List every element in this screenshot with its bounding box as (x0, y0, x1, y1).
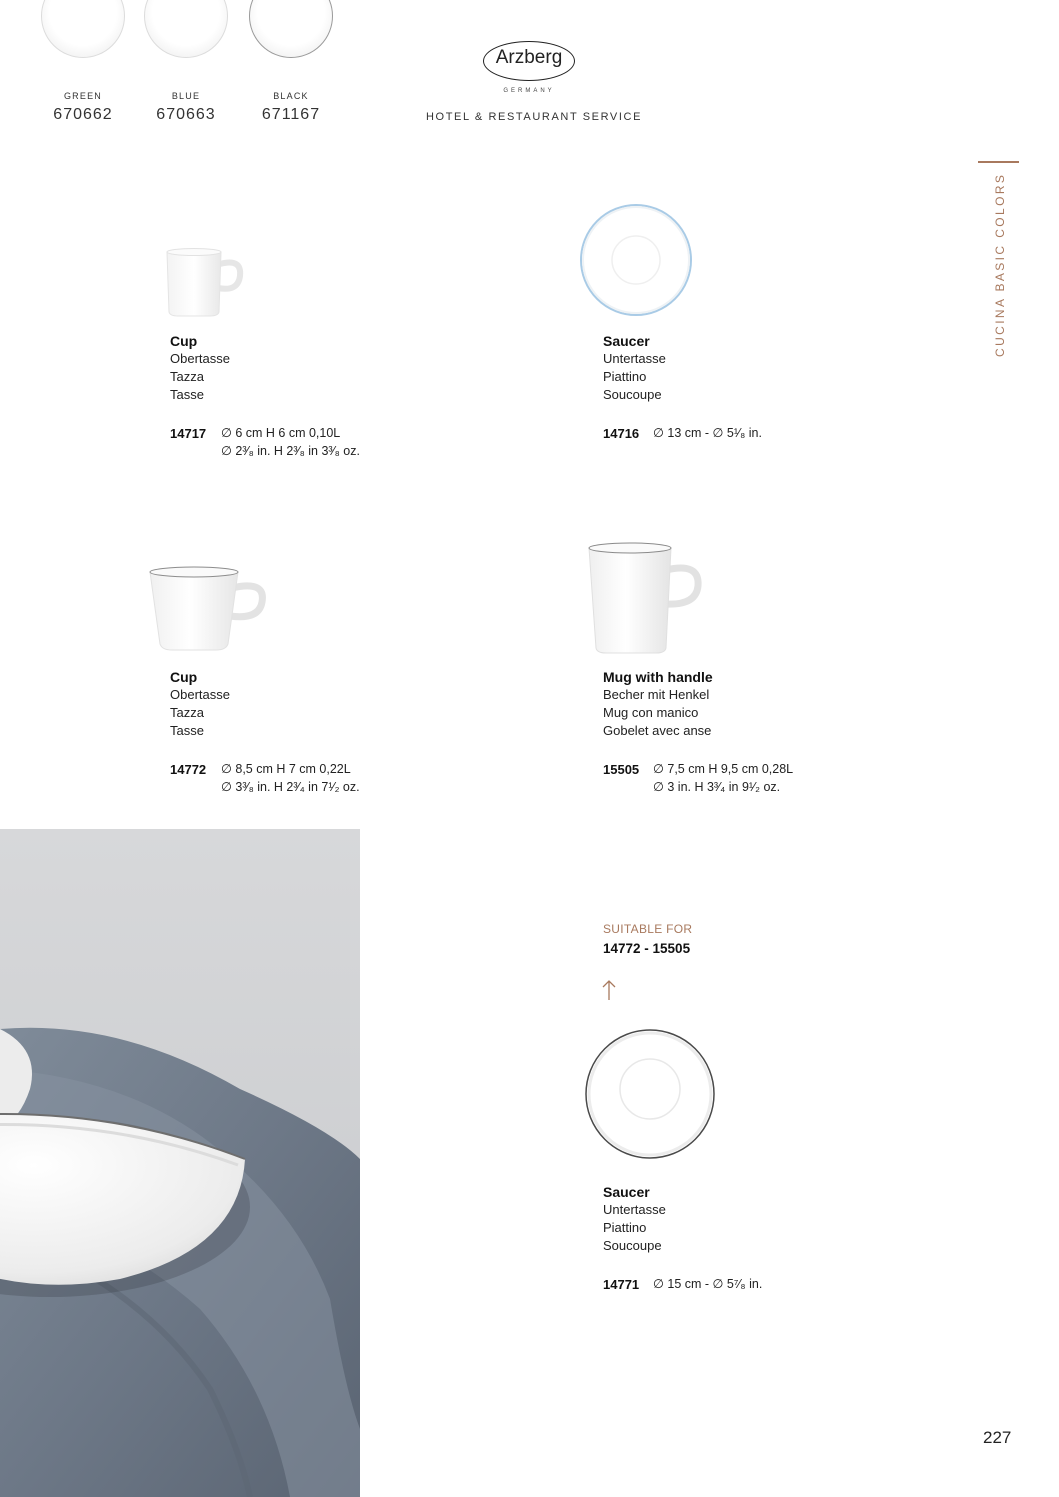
suitable-for-label: SUITABLE FOR (603, 922, 693, 936)
swatch-article-code: 671167 (261, 106, 321, 123)
swatch-article-code: 670662 (53, 106, 113, 123)
suitable-for-codes: 14772 - 15505 (603, 941, 691, 956)
swatch-color-name: BLUE (171, 91, 201, 101)
product-name-fr: Soucoupe (603, 1238, 662, 1253)
product-saucer-14716 (603, 332, 933, 404)
brand-country: GERMANY (503, 88, 555, 94)
product-name-it: Piattino (603, 1220, 647, 1235)
saucer-blue-image (579, 203, 693, 317)
saucer-black-rim-image (583, 1027, 717, 1161)
plate-green-image (41, 0, 125, 58)
cup-small-image (160, 244, 250, 320)
dimensions-imperial: ∅ 2³⁄₈ in. H 2³⁄₈ in 3³⁄₈ oz. (221, 444, 360, 458)
product-mug-15505 (603, 668, 933, 740)
product-spec-15505 (603, 761, 863, 797)
dimensions-metric: ∅ 6 cm H 6 cm 0,10L (221, 426, 341, 440)
tableware-photo-image (0, 829, 360, 1497)
product-name-it: Piattino (603, 369, 647, 384)
article-number: 14717 (170, 426, 207, 441)
dimensions: ∅ 13 cm - ∅ 5¹⁄₈ in. (653, 426, 762, 440)
plate-black-image (249, 0, 333, 58)
lifestyle-photo (0, 829, 360, 1497)
product-name-de: Untertasse (603, 351, 666, 366)
product-name-de: Obertasse (170, 351, 230, 366)
product-cup-14717 (170, 332, 500, 404)
product-spec-14716 (603, 425, 863, 445)
product-name-fr: Tasse (170, 723, 204, 738)
article-number: 15505 (603, 762, 640, 777)
product-name-fr: Gobelet avec anse (603, 723, 712, 738)
section-side-label: CUCINA BASIC COLORS (993, 172, 1007, 357)
product-spec-14717 (170, 425, 430, 461)
article-number: 14771 (603, 1277, 640, 1292)
product-name-it: Tazza (170, 705, 204, 720)
brand-tagline: HOTEL & RESTAURANT SERVICE (426, 111, 643, 123)
product-spec-14772 (170, 761, 430, 797)
side-accent-line (978, 161, 1019, 163)
dimensions-imperial: ∅ 3 in. H 3³⁄₄ in 9¹⁄₂ oz. (653, 780, 781, 794)
product-name-de: Becher mit Henkel (603, 687, 710, 702)
dimensions-imperial: ∅ 3³⁄₈ in. H 2³⁄₄ in 7¹⁄₂ oz. (221, 780, 360, 794)
product-name-it: Tazza (170, 369, 204, 384)
product-title: Saucer (603, 333, 650, 349)
mug-with-handle-image (584, 540, 708, 658)
product-name-de: Untertasse (603, 1202, 666, 1217)
arrow-up-icon (600, 978, 618, 1002)
article-number: 14716 (603, 426, 640, 441)
product-spec-14771 (603, 1276, 863, 1296)
product-cup-14772 (170, 668, 500, 740)
plate-blue-image (144, 0, 228, 58)
swatch-color-name: GREEN (63, 91, 102, 101)
product-title: Cup (170, 669, 198, 685)
article-number: 14772 (170, 762, 207, 777)
brand-name: Arzberg (495, 47, 563, 68)
product-name-it: Mug con manico (603, 705, 699, 720)
cup-large-image (146, 562, 268, 654)
product-title: Cup (170, 333, 198, 349)
product-name-fr: Tasse (170, 387, 204, 402)
dimensions: ∅ 15 cm - ∅ 5⁷⁄₈ in. (653, 1277, 763, 1291)
product-name-fr: Soucoupe (603, 387, 662, 402)
product-name-de: Obertasse (170, 687, 230, 702)
swatch-color-name: BLACK (273, 91, 309, 101)
dimensions-metric: ∅ 8,5 cm H 7 cm 0,22L (221, 762, 351, 776)
product-saucer-14771 (603, 1183, 933, 1255)
product-title: Mug with handle (603, 669, 713, 685)
swatch-article-code: 670663 (156, 106, 216, 123)
dimensions-metric: ∅ 7,5 cm H 9,5 cm 0,28L (653, 762, 794, 776)
page-number: 227 (983, 1428, 1012, 1447)
product-title: Saucer (603, 1184, 650, 1200)
